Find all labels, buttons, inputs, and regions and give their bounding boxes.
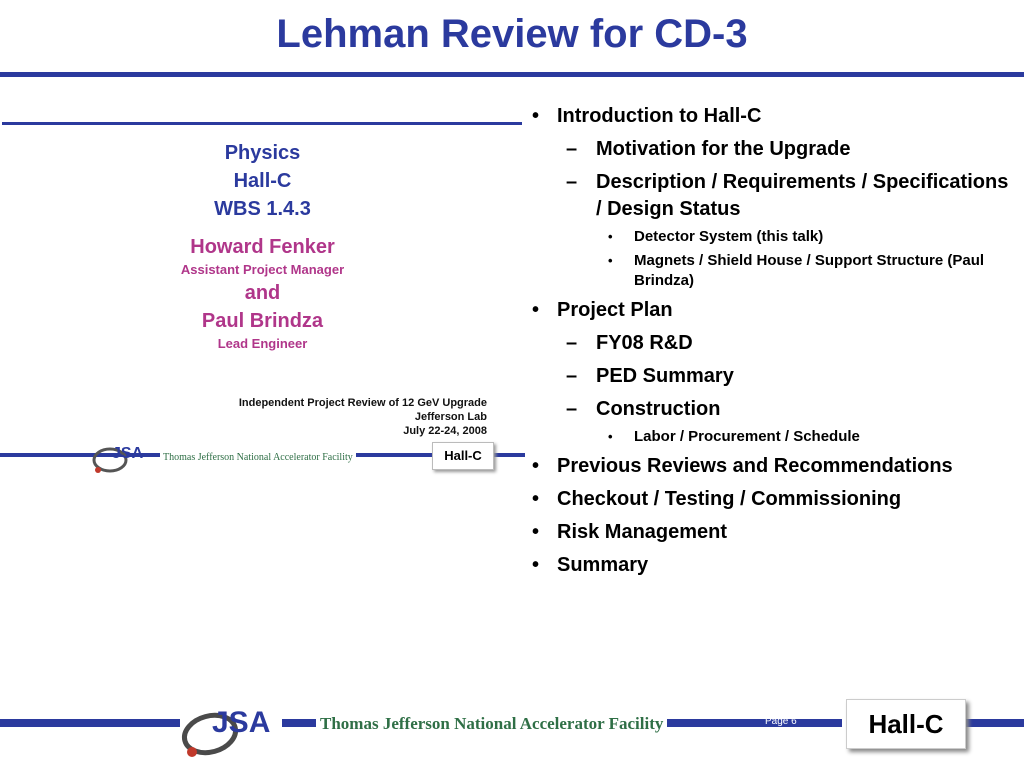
thumbnail-hallc-badge: Hall-C bbox=[432, 442, 494, 470]
bullet-level-2: – Construction bbox=[530, 396, 1010, 423]
bullet-level-1: • Summary bbox=[530, 552, 1010, 579]
jsa-logo-text: JSA bbox=[212, 706, 271, 739]
thumbnail-review-date: July 22-24, 2008 bbox=[403, 425, 487, 437]
bullet-level-1: • Introduction to Hall-C bbox=[530, 103, 1010, 130]
thumbnail-physics: Physics bbox=[224, 142, 301, 164]
bullet-level-1: • Previous Reviews and Recommendations bbox=[530, 453, 1010, 480]
thumbnail-and: and bbox=[244, 282, 281, 304]
footer-rule-left bbox=[0, 719, 180, 727]
footer-lab-name: Thomas Jefferson National Accelerator Facility bbox=[316, 714, 667, 734]
thumbnail-top-rule bbox=[2, 122, 522, 125]
page-number: Page 6 bbox=[765, 716, 797, 727]
title-slide-thumbnail bbox=[0, 116, 525, 486]
title-divider bbox=[0, 72, 1024, 77]
agenda-list bbox=[530, 97, 1010, 579]
bullet-level-3: • Detector System (this talk) bbox=[530, 227, 1010, 247]
jsa-logo-icon bbox=[176, 694, 286, 766]
svg-text:JSA: JSA bbox=[112, 445, 144, 462]
bullet-level-2: – Description / Requirements / Specifications / Design Status bbox=[530, 169, 1010, 223]
bullet-level-2: – Motivation for the Upgrade bbox=[530, 136, 1010, 163]
thumbnail-hall: Hall-C bbox=[233, 170, 292, 192]
thumbnail-presenter-2-role: Lead Engineer bbox=[217, 336, 308, 351]
bullet-level-3: • Labor / Procurement / Schedule bbox=[530, 427, 1010, 447]
bullet-level-2: – FY08 R&D bbox=[530, 330, 1010, 357]
bullet-level-2: – PED Summary bbox=[530, 363, 1010, 390]
thumbnail-review-location: Jefferson Lab bbox=[414, 411, 487, 423]
footer-hallc-badge: Hall-C bbox=[846, 699, 966, 749]
bullet-level-1: • Project Plan bbox=[530, 297, 1010, 324]
footer-rule-right bbox=[966, 719, 1024, 727]
bullet-level-3: • Magnets / Shield House / Support Structure (Paul Brindza) bbox=[530, 251, 1010, 291]
thumbnail-review-info bbox=[239, 396, 487, 438]
thumbnail-wbs: WBS 1.4.3 bbox=[214, 198, 311, 220]
thumbnail-presenter-1: Howard Fenker bbox=[190, 236, 335, 258]
thumbnail-review-title: Independent Project Review of 12 GeV Upgrade bbox=[238, 397, 487, 409]
thumbnail-lab-name: Thomas Jefferson National Accelerator Facility bbox=[160, 452, 356, 463]
thumbnail-presenter-2: Paul Brindza bbox=[201, 310, 324, 332]
thumbnail-jsa-logo-icon bbox=[90, 438, 150, 478]
bullet-level-1: • Risk Management bbox=[530, 519, 1010, 546]
slide-title: Lehman Review for CD-3 bbox=[276, 12, 748, 56]
thumbnail-presenter-1-role: Assistant Project Manager bbox=[180, 262, 345, 277]
bullet-level-1: • Checkout / Testing / Commissioning bbox=[530, 486, 1010, 513]
